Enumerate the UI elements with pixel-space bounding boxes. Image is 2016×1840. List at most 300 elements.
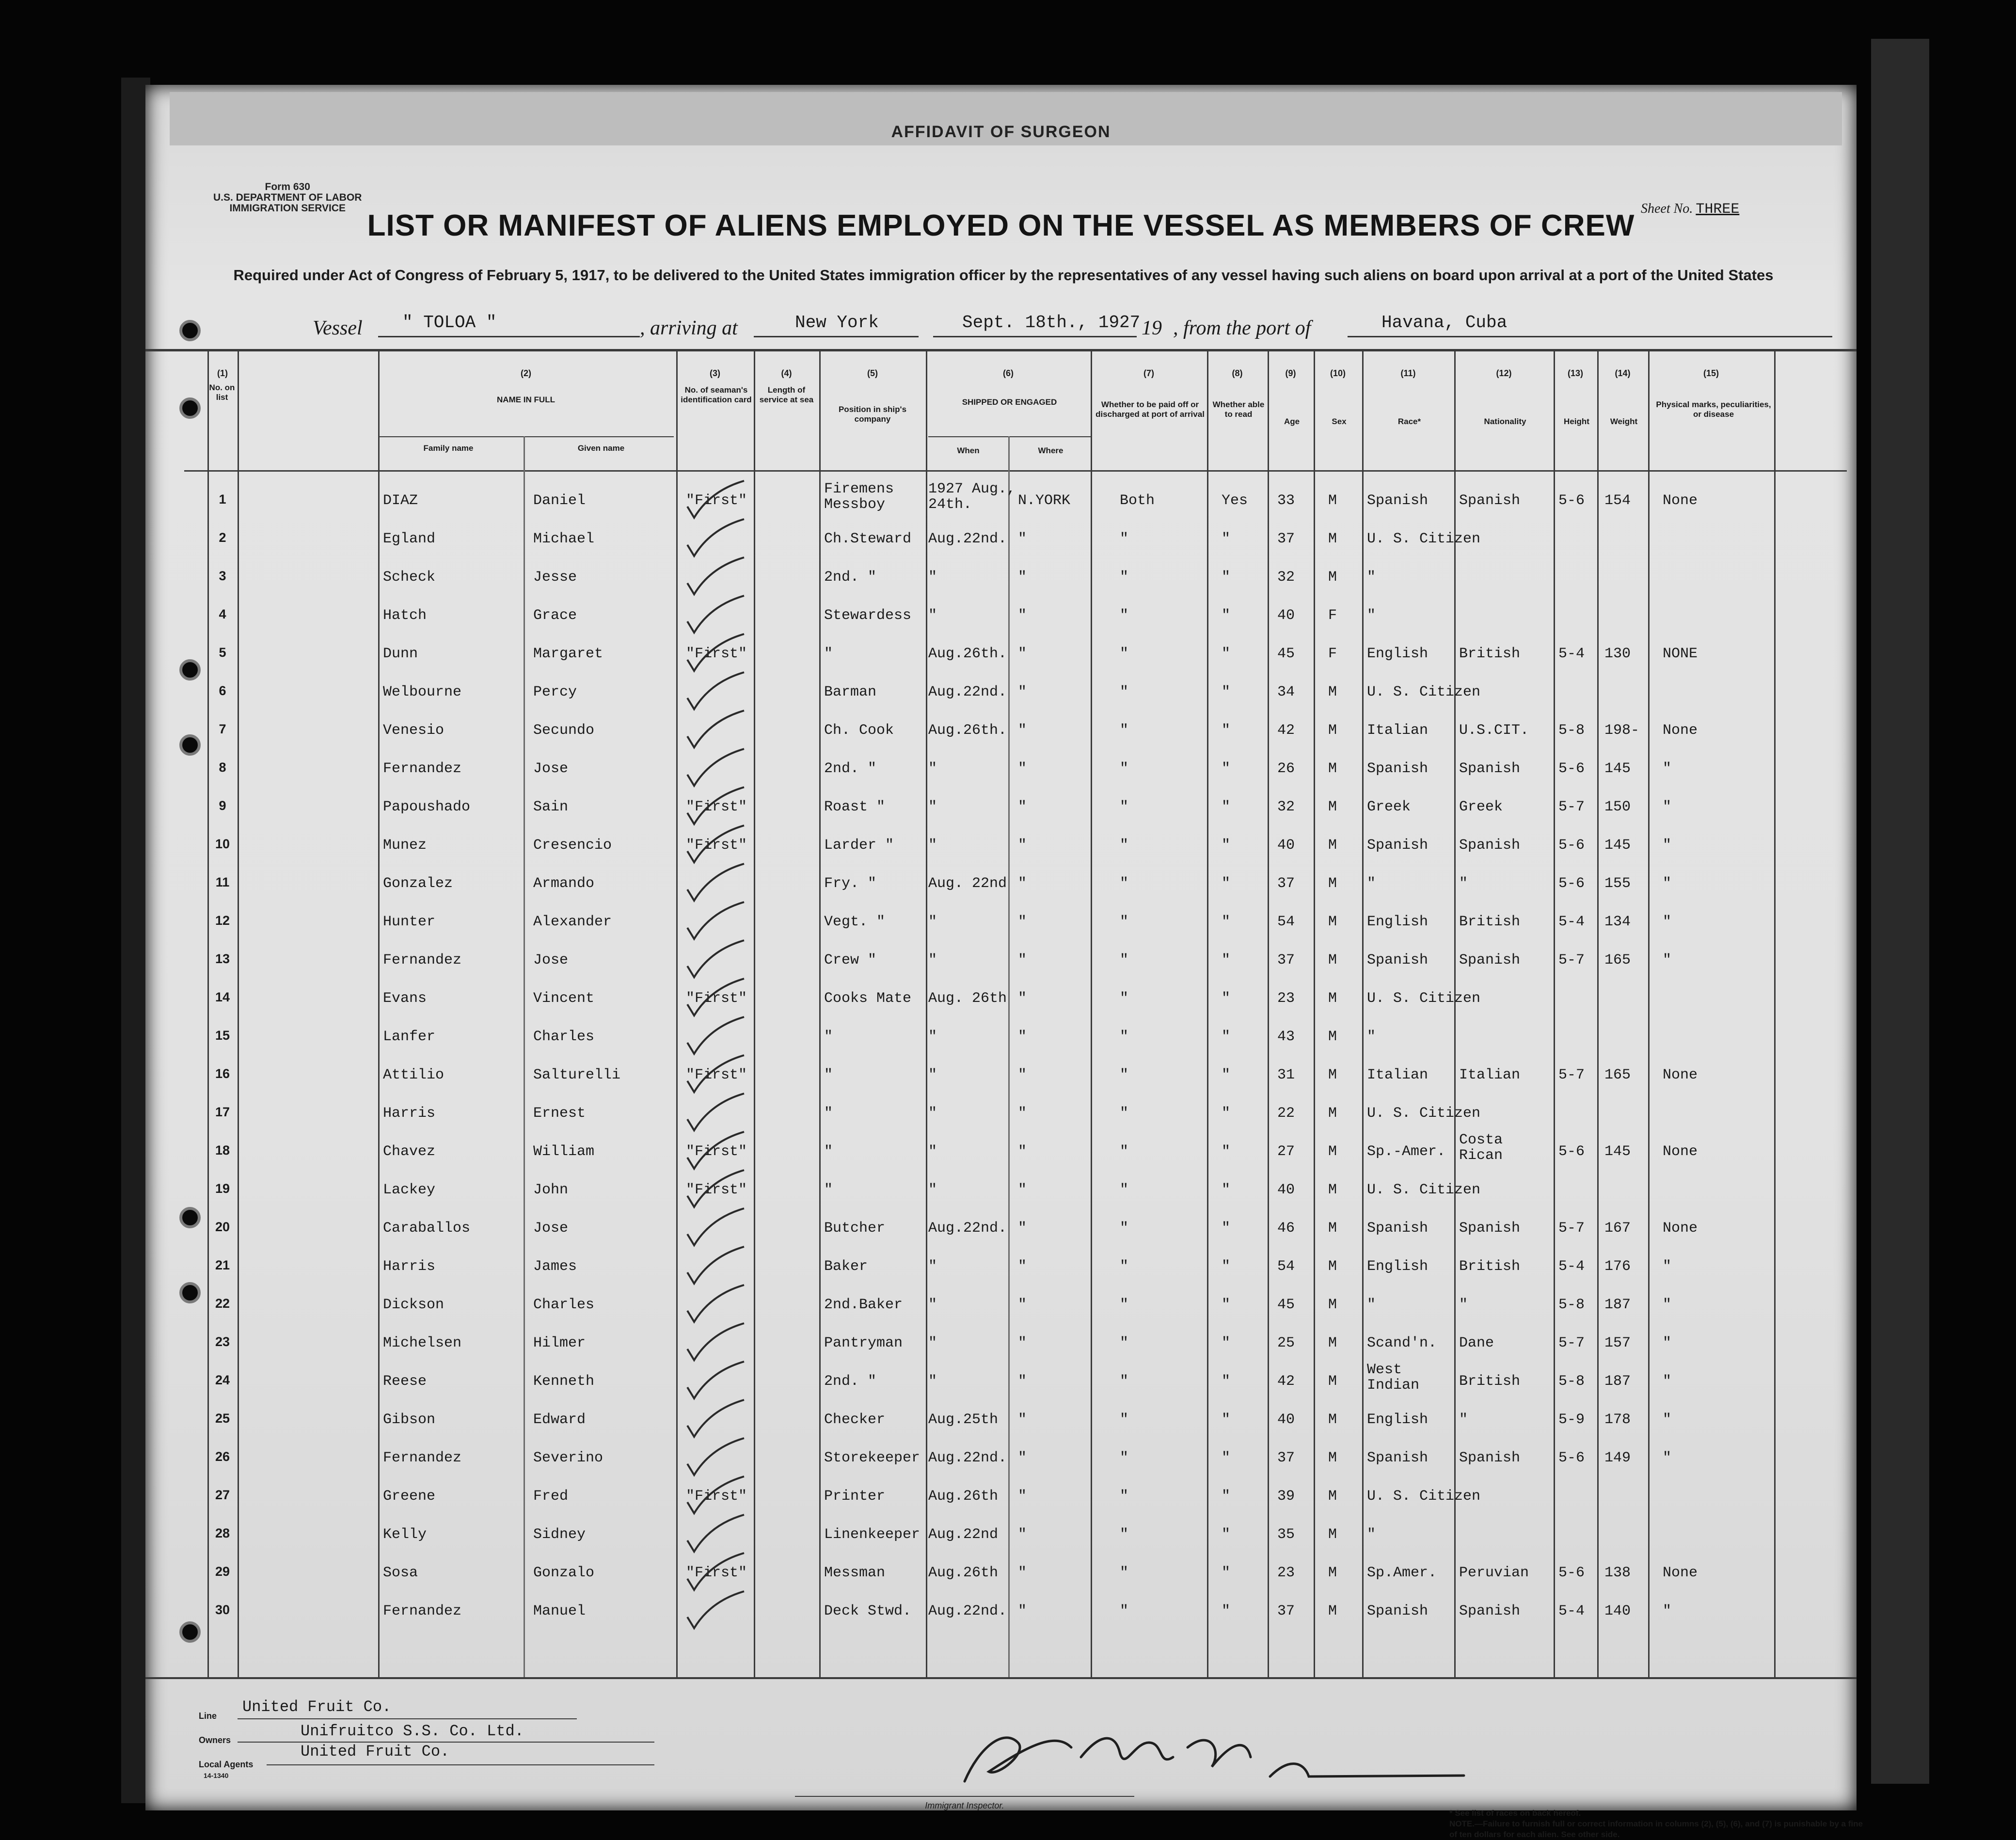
family-name-cell: Reese (383, 1373, 427, 1390)
family-name-cell: Munez (383, 837, 427, 854)
check-mark-icon (683, 1399, 746, 1443)
column-number: (4) (781, 368, 792, 378)
physical-marks-cell: None (1663, 1143, 1698, 1160)
column-number: (6) (1003, 368, 1014, 378)
sheet-number (1641, 201, 1739, 218)
age-cell: 32 (1277, 799, 1295, 815)
physical-marks-cell: " (1663, 875, 1672, 892)
check-mark-icon (683, 556, 746, 600)
shipped-where-cell: " (1018, 799, 1027, 815)
sex-cell: M (1328, 1067, 1337, 1083)
check-mark-icon (683, 1246, 746, 1289)
row-number: 19 (215, 1181, 230, 1196)
given-name-cell: William (533, 1143, 595, 1160)
shipped-where-cell: " (1018, 646, 1027, 662)
paid-off-cell: " (1120, 1182, 1129, 1198)
family-name-cell: Caraballos (383, 1220, 471, 1237)
race-cell: Italian (1367, 1067, 1429, 1083)
paid-off-cell: " (1120, 1258, 1129, 1275)
age-cell: 46 (1277, 1220, 1295, 1237)
age-cell: 23 (1277, 1565, 1295, 1581)
family-name-cell: Venesio (383, 722, 444, 739)
weight-cell: 157 (1604, 1335, 1631, 1351)
nationality-cell: Spanish (1459, 492, 1521, 509)
paid-off-cell: " (1120, 761, 1129, 777)
sex-cell: M (1328, 799, 1337, 815)
family-name-cell: Scheck (383, 569, 436, 586)
given-name-cell: Percy (533, 684, 577, 700)
given-name-cell: Alexander (533, 914, 612, 930)
row-number: 26 (215, 1449, 230, 1464)
family-name-cell: Papoushado (383, 799, 471, 815)
given-name-cell: Grace (533, 607, 577, 624)
given-name-cell: Charles (533, 1029, 595, 1045)
shipped-where-cell: " (1018, 837, 1027, 854)
shipped-when-cell: " (928, 1182, 937, 1198)
shipped-when-cell: Aug.25th (928, 1412, 999, 1428)
age-cell: 54 (1277, 914, 1295, 930)
height-cell: 5-8 (1558, 1297, 1585, 1313)
sex-cell: M (1328, 952, 1337, 968)
shipped-when-cell: " (928, 1258, 937, 1275)
age-cell: 26 (1277, 761, 1295, 777)
row-number: 22 (215, 1296, 230, 1311)
manifest-sheet (145, 85, 1863, 1839)
race-cell: " (1367, 1029, 1376, 1045)
column-rule (819, 350, 821, 1677)
column-number: (5) (867, 368, 878, 378)
given-name-cell: Manuel (533, 1603, 586, 1619)
given-name-cell: Cresencio (533, 837, 612, 854)
physical-marks-cell: " (1663, 1373, 1672, 1390)
able-to-read-cell: " (1222, 875, 1231, 892)
physical-marks-cell: " (1663, 799, 1672, 815)
column-number: (7) (1143, 368, 1154, 378)
row-number: 13 (215, 952, 230, 966)
form-code: 14-1340 (204, 1772, 229, 1779)
position-cell: Roast " (824, 799, 886, 815)
age-cell: 32 (1277, 569, 1295, 586)
column-number: (14) (1615, 368, 1631, 378)
nationality-cell: Italian (1459, 1067, 1521, 1083)
paid-off-cell: " (1120, 531, 1129, 547)
vessel-label: Vessel (313, 317, 363, 339)
arrival-date: Sept. 18th., 1927 (962, 313, 1141, 333)
given-name-cell: Armando (533, 875, 595, 892)
able-to-read-cell: " (1222, 1335, 1231, 1351)
weight-cell: 165 (1604, 952, 1631, 968)
row-number: 2 (219, 530, 226, 545)
given-name-cell: Jose (533, 1220, 569, 1237)
physical-marks-cell: None (1663, 1220, 1698, 1237)
row-number: 20 (215, 1220, 230, 1234)
sex-cell: M (1328, 1297, 1337, 1313)
able-to-read-cell: " (1222, 1450, 1231, 1466)
weight-cell: 198- (1604, 722, 1640, 739)
id-card-cell: "First" (686, 1143, 747, 1160)
sex-cell: M (1328, 914, 1337, 930)
row-number: 25 (215, 1411, 230, 1426)
position-cell: Ch.Steward (824, 531, 912, 547)
height-cell: 5-4 (1558, 914, 1585, 930)
nationality-cell: Spanish (1459, 837, 1521, 854)
vessel-underline (378, 336, 640, 337)
line-label: Line (199, 1711, 217, 1721)
age-cell: 35 (1277, 1526, 1295, 1543)
able-to-read-cell: " (1222, 531, 1231, 547)
position-cell: 2nd. " (824, 569, 877, 586)
position-cell: " (824, 646, 833, 662)
able-to-read-cell: " (1222, 684, 1231, 700)
sex-cell: M (1328, 1603, 1337, 1619)
position-cell: Cooks Mate (824, 990, 912, 1007)
given-name-cell: Edward (533, 1412, 586, 1428)
given-name-cell: Sain (533, 799, 569, 815)
age-cell: 34 (1277, 684, 1295, 700)
id-card-cell: "First" (686, 1067, 747, 1083)
row-number: 9 (219, 798, 226, 813)
form-service: IMMIGRATION SERVICE (229, 203, 346, 214)
paid-off-cell: " (1120, 722, 1129, 739)
row-number: 1 (219, 492, 226, 507)
family-name-cell: Fernandez (383, 761, 462, 777)
paid-off-cell: " (1120, 569, 1129, 586)
sex-cell: M (1328, 1565, 1337, 1581)
shipped-when-cell: " (928, 1143, 937, 1160)
column-rule (238, 350, 239, 1677)
able-to-read-cell: " (1222, 607, 1231, 624)
physical-marks-cell: " (1663, 761, 1672, 777)
header-shipped: SHIPPED OR ENGAGED (962, 397, 1057, 407)
paid-off-cell: " (1120, 1565, 1129, 1581)
nationality-cell: Greek (1459, 799, 1503, 815)
height-cell: 5-6 (1558, 837, 1585, 854)
race-cell: " (1367, 1526, 1376, 1543)
column-rule (1268, 350, 1269, 1677)
column-number: (13) (1567, 368, 1583, 378)
given-name-cell: Margaret (533, 646, 603, 662)
shipped-when-cell: Aug.22nd. (928, 1220, 1007, 1237)
age-cell: 22 (1277, 1105, 1295, 1122)
shipped-where-cell: " (1018, 1067, 1027, 1083)
check-mark-icon (683, 978, 746, 1021)
able-to-read-cell: " (1222, 1067, 1231, 1083)
header-given: Given name (577, 444, 625, 453)
height-cell: 5-6 (1558, 492, 1585, 509)
shipped-where-cell: " (1018, 1105, 1027, 1122)
age-cell: 37 (1277, 1450, 1295, 1466)
header-position: Position in ship's company (838, 405, 907, 424)
paid-off-cell: " (1120, 684, 1129, 700)
shipped-when-cell: " (928, 914, 937, 930)
check-mark-icon (683, 1131, 746, 1174)
nationality-cell: British (1459, 1258, 1521, 1275)
given-name-cell: Secundo (533, 722, 595, 739)
race-cell: Sp.Amer. (1367, 1565, 1437, 1581)
shipped-where-cell: " (1018, 952, 1027, 968)
punch-hole (179, 659, 201, 681)
family-name-cell: Fernandez (383, 1450, 462, 1466)
shipped-where-cell: " (1018, 1258, 1027, 1275)
paid-off-cell: Both (1120, 492, 1155, 509)
shipped-where-cell: " (1018, 990, 1027, 1007)
age-cell: 40 (1277, 1412, 1295, 1428)
row-number: 23 (215, 1334, 230, 1349)
able-to-read-cell: " (1222, 569, 1231, 586)
height-cell: 5-6 (1558, 875, 1585, 892)
agents-value: United Fruit Co. (301, 1743, 450, 1761)
row-number: 5 (219, 645, 226, 660)
header-name: NAME IN FULL (497, 395, 555, 404)
race-cell: Spanish (1367, 837, 1429, 854)
position-cell: Larder " (824, 837, 894, 854)
race-cell: Greek (1367, 799, 1411, 815)
position-cell: 2nd. " (824, 1373, 877, 1390)
check-mark-icon (683, 1054, 746, 1098)
header-paid: Whether to be paid off or discharged at port of arrival (1095, 400, 1205, 419)
age-cell: 27 (1277, 1143, 1295, 1160)
row-number: 7 (219, 722, 226, 736)
shipped-where-cell: " (1018, 1373, 1027, 1390)
paid-off-cell: " (1120, 1603, 1129, 1619)
sex-cell: M (1328, 1029, 1337, 1045)
shipped-when-cell: Aug.22nd. (928, 1450, 1007, 1466)
nationality-cell: Spanish (1459, 761, 1521, 777)
weight-cell: 187 (1604, 1297, 1631, 1313)
column-number: (3) (710, 368, 720, 378)
given-name-cell: Jesse (533, 569, 577, 586)
physical-marks-cell: " (1663, 1335, 1672, 1351)
sex-cell: M (1328, 1220, 1337, 1237)
nationality-cell: Spanish (1459, 1603, 1521, 1619)
able-to-read-cell: " (1222, 1258, 1231, 1275)
shipped-where-cell: " (1018, 569, 1027, 586)
sex-cell: F (1328, 646, 1337, 662)
id-card-cell: "First" (686, 799, 747, 815)
shipped-where-cell: " (1018, 607, 1027, 624)
sex-cell: M (1328, 990, 1337, 1007)
paid-off-cell: " (1120, 1297, 1129, 1313)
given-name-cell: Ernest (533, 1105, 586, 1122)
shipped-when-cell: Aug. 26th (928, 990, 1007, 1007)
weight-cell: 155 (1604, 875, 1631, 892)
position-cell: Deck Stwd. (824, 1603, 912, 1619)
shipped-where-cell: " (1018, 722, 1027, 739)
column-rule (1454, 350, 1456, 1677)
punch-hole (179, 1621, 201, 1643)
shipped-where-cell: " (1018, 1182, 1027, 1198)
given-name-cell: Michael (533, 531, 595, 547)
check-mark-icon (683, 1361, 746, 1404)
id-card-cell: "First" (686, 1182, 747, 1198)
check-mark-icon (683, 939, 746, 983)
age-cell: 37 (1277, 1603, 1295, 1619)
able-to-read-cell: " (1222, 914, 1231, 930)
position-cell: Linenkeeper (824, 1526, 921, 1543)
family-name-cell: DIAZ (383, 492, 418, 509)
owners-value: Unifruitco S.S. Co. Ltd. (301, 1722, 524, 1740)
check-mark-icon (683, 1514, 746, 1557)
family-name-cell: Lackey (383, 1182, 436, 1198)
row-number: 16 (215, 1066, 230, 1081)
column-rule (1207, 350, 1208, 1677)
nationality-cell: Costa Rican (1459, 1132, 1503, 1164)
name-subheader-rule (378, 436, 674, 437)
row-number: 14 (215, 990, 230, 1004)
punch-hole (179, 734, 201, 756)
weight-cell: 187 (1604, 1373, 1631, 1390)
penalty-note: NOTE.—Failure to furnish full or correct information in columns (2), (5), (6), and (7) is punishable by a fine of ten dollars for each alien. See other side. (1449, 1819, 1863, 1839)
age-cell: 54 (1277, 1258, 1295, 1275)
column-number: (1) (217, 368, 228, 378)
nationality-cell: Spanish (1459, 1450, 1521, 1466)
sex-cell: M (1328, 684, 1337, 700)
height-cell: 5-6 (1558, 1143, 1585, 1160)
family-name-cell: Harris (383, 1105, 436, 1122)
agents-underline (267, 1764, 654, 1765)
height-cell: 5-4 (1558, 1258, 1585, 1275)
family-name-cell: Michelsen (383, 1335, 462, 1351)
position-cell: Crew " (824, 952, 877, 968)
shipped-when-cell: Aug. 22nd (928, 875, 1007, 892)
column-rule (1314, 350, 1315, 1677)
position-cell: " (824, 1143, 833, 1160)
shipped-when-cell: Aug.26th. (928, 722, 1007, 739)
id-card-cell: "First" (686, 492, 747, 509)
race-cell: Spanish (1367, 761, 1429, 777)
age-cell: 40 (1277, 837, 1295, 854)
paid-off-cell: " (1120, 990, 1129, 1007)
physical-marks-cell: NONE (1663, 646, 1698, 662)
paid-off-cell: " (1120, 1067, 1129, 1083)
sex-cell: F (1328, 607, 1337, 624)
sex-cell: M (1328, 1450, 1337, 1466)
check-mark-icon (683, 671, 746, 715)
shipped-when-cell: " (928, 1105, 937, 1122)
age-cell: 37 (1277, 952, 1295, 968)
year-prefix: 19 (1142, 317, 1162, 339)
row-number: 21 (215, 1258, 230, 1272)
sex-cell: M (1328, 1373, 1337, 1390)
header-length: Length of service at sea (759, 385, 814, 404)
position-cell: Ch. Cook (824, 722, 894, 739)
race-cell: Spanish (1367, 1220, 1429, 1237)
row-number: 30 (215, 1602, 230, 1617)
race-cell: Spanish (1367, 1603, 1429, 1619)
physical-marks-cell: " (1663, 837, 1672, 854)
able-to-read-cell: " (1222, 1526, 1231, 1543)
check-mark-icon (683, 710, 746, 753)
shipped-where-cell: " (1018, 1412, 1027, 1428)
check-mark-icon (683, 748, 746, 792)
sex-cell: M (1328, 1335, 1337, 1351)
id-card-cell: "First" (686, 990, 747, 1007)
given-name-cell: Severino (533, 1450, 603, 1466)
race-cell: English (1367, 1412, 1429, 1428)
height-cell: 5-8 (1558, 722, 1585, 739)
age-cell: 42 (1277, 722, 1295, 739)
physical-marks-cell: " (1663, 1450, 1672, 1466)
paid-off-cell: " (1120, 1143, 1129, 1160)
table-top-rule (145, 349, 1857, 351)
check-mark-icon (683, 1475, 746, 1519)
race-cell: Spanish (1367, 952, 1429, 968)
column-rule (1597, 350, 1599, 1677)
shipped-when-cell: " (928, 569, 937, 586)
able-to-read-cell: Yes (1222, 492, 1248, 509)
row-number: 3 (219, 569, 226, 583)
position-cell: Storekeeper (824, 1450, 921, 1466)
height-cell: 5-7 (1558, 799, 1585, 815)
row-number: 24 (215, 1373, 230, 1387)
paid-off-cell: " (1120, 646, 1129, 662)
shipped-where-cell: " (1018, 1526, 1027, 1543)
line-underline (238, 1718, 577, 1719)
agents-label: Local Agents (199, 1760, 254, 1769)
shipped-when-cell: " (928, 1297, 937, 1313)
family-name-cell: Fernandez (383, 952, 462, 968)
paid-off-cell: " (1120, 1220, 1129, 1237)
footer-note (1449, 1808, 1871, 1840)
sex-cell: M (1328, 1105, 1337, 1122)
arriving-label: , arriving at (640, 317, 738, 339)
position-cell: Stewardess (824, 607, 912, 624)
column-number: (2) (521, 368, 531, 378)
shipped-when-cell: Aug.26th. (928, 646, 1007, 662)
given-name-cell: Gonzalo (533, 1565, 595, 1581)
position-cell: Fry. " (824, 875, 877, 892)
given-name-cell: Jose (533, 952, 569, 968)
sex-cell: M (1328, 569, 1337, 586)
family-name-cell: Welbourne (383, 684, 462, 700)
punch-hole (179, 1282, 201, 1303)
physical-marks-cell: " (1663, 1603, 1672, 1619)
height-cell: 5-6 (1558, 761, 1585, 777)
shipped-when-cell: Aug.22nd. (928, 1603, 1007, 1619)
position-cell: Barman (824, 684, 877, 700)
family-name-cell: Greene (383, 1488, 436, 1505)
height-cell: 5-7 (1558, 1335, 1585, 1351)
position-cell: " (824, 1067, 833, 1083)
nationality-cell: " (1459, 1297, 1468, 1313)
inspector-signature (960, 1713, 1469, 1791)
able-to-read-cell: " (1222, 1488, 1231, 1505)
affidavit-title: AFFIDAVIT OF SURGEON (891, 123, 1111, 141)
family-name-cell: Gonzalez (383, 875, 453, 892)
header-nationality: Nationality (1484, 417, 1526, 426)
from-label: , from the port of (1173, 317, 1311, 339)
weight-cell: 154 (1604, 492, 1631, 509)
shipped-when-cell: Aug.26th (928, 1565, 999, 1581)
given-name-cell: Charles (533, 1297, 595, 1313)
check-mark-icon (683, 1437, 746, 1481)
able-to-read-cell: " (1222, 1182, 1231, 1198)
age-cell: 45 (1277, 1297, 1295, 1313)
position-cell: 2nd. " (824, 761, 877, 777)
port-underline (754, 336, 919, 337)
paid-off-cell: " (1120, 952, 1129, 968)
height-cell: 5-7 (1558, 1067, 1585, 1083)
sheet-value: THREE (1696, 201, 1740, 218)
paid-off-cell: " (1120, 1450, 1129, 1466)
given-name-cell: Fred (533, 1488, 569, 1505)
age-cell: 31 (1277, 1067, 1295, 1083)
weight-cell: 145 (1604, 837, 1631, 854)
given-name-cell: John (533, 1182, 569, 1198)
race-cell: English (1367, 1258, 1429, 1275)
shipped-where-cell: " (1018, 1565, 1027, 1581)
position-cell: " (824, 1182, 833, 1198)
